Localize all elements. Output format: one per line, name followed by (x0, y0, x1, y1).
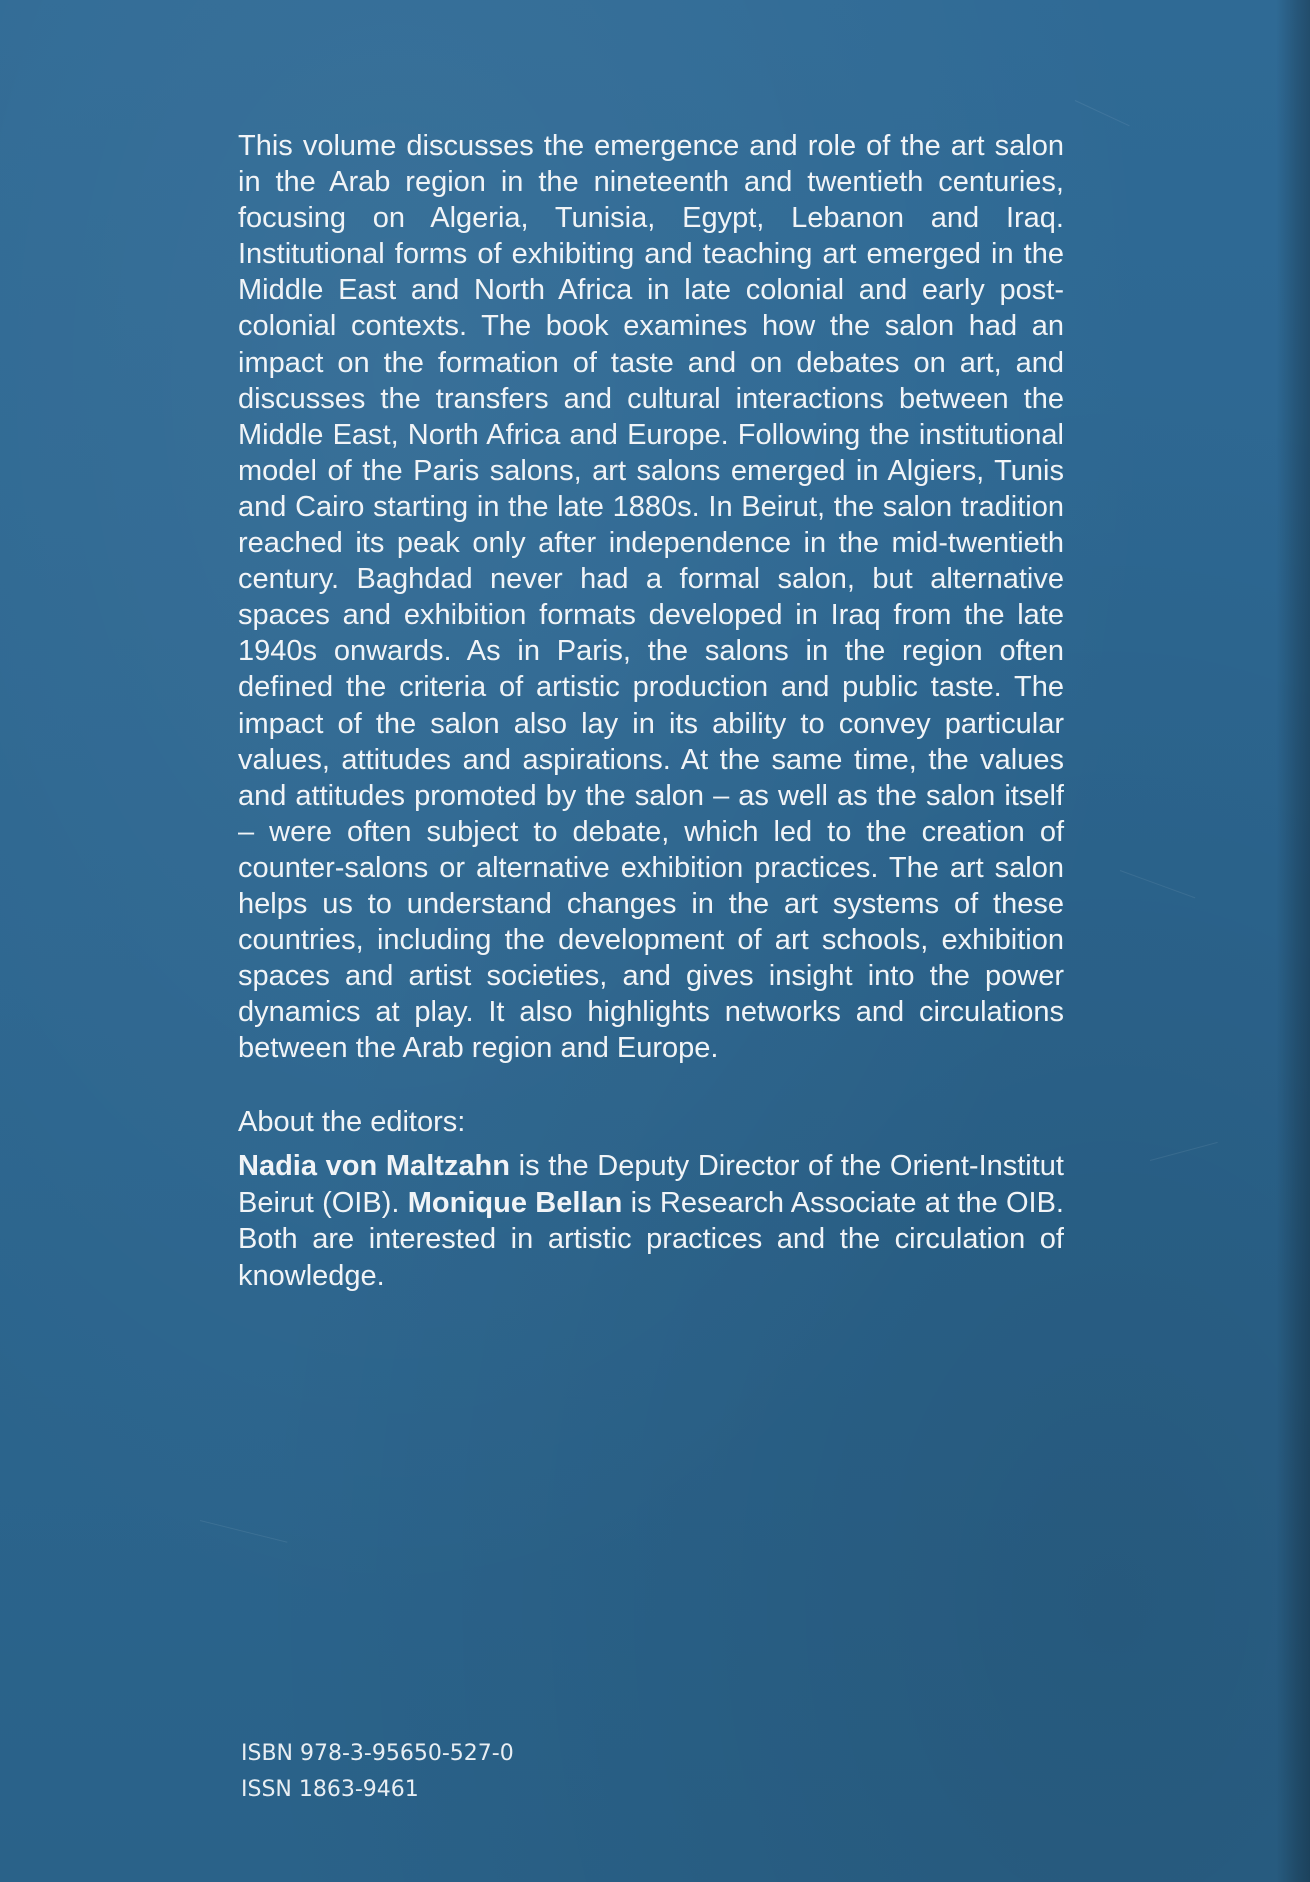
editor-name-bellan: Monique Bellan (407, 1186, 623, 1219)
cover-scratch (1150, 1142, 1218, 1161)
cover-scratch (1120, 870, 1196, 898)
text-block (238, 128, 1064, 1294)
editor-bio-bellan: is Research Associate at the OIB. Both are interested in artistic practices and the circulation of knowledge. (238, 1186, 1064, 1292)
editor-bio-maltzahn: is the Deputy Director of the Orient-Institut Beirut (OIB). (238, 1150, 1064, 1219)
spine-shadow (1276, 0, 1310, 1882)
editors-heading: About the editors: (238, 1106, 466, 1139)
book-description: This volume discusses the emergence and role of the art salon in the Arab region in the nineteenth and twentieth centuries, focusing on Algeria, Tunisia, Egypt, Lebanon and Iraq. Institutional forms of exhibiting and teaching art emerged in the Middle East and North Africa in late colonial and early post-colonial contexts. The book examines how the salon had an impact on the formation of taste and on debates on art, and discusses the transfers and cultural interactions between the Middle East, North Africa and Europe. Following the institutional model of the Paris salons, art salons emerged in Algiers, Tunis and Cairo starting in the late 1880s. In Beirut, the salon tradition reached its peak only after independence in the mid-twentieth century. Baghdad never had a formal salon, but alternative spaces and exhibition formats developed in Iraq from the late 1940s onwards. As in Paris, the salons in the region often defined the criteria of artistic production and public taste. The impact of the salon also lay in its ability to convey particular values, attitudes and aspirations. At the same time, the values and attitudes promoted by the salon – as well as the salon itself – were often subject to debate, which led to the creation of counter-salons or alternative exhibition practices. The art salon helps us to understand changes in the art systems of these countries, including the development of art schools, exhibition spaces and artist societies, and gives insight into the power dynamics at play. It also highlights networks and circulations between the Arab region and Europe. (238, 130, 1064, 1065)
cover-scratch (1075, 100, 1130, 126)
identifier-codes (241, 1736, 514, 1808)
editor-name-maltzahn: Nadia von Maltzahn (238, 1150, 510, 1183)
issn: ISSN 1863-9461 (241, 1777, 419, 1802)
editors-bio (238, 1148, 1064, 1294)
cover-scratch (200, 1520, 288, 1543)
isbn: ISBN 978-3-95650-527-0 (241, 1741, 514, 1766)
